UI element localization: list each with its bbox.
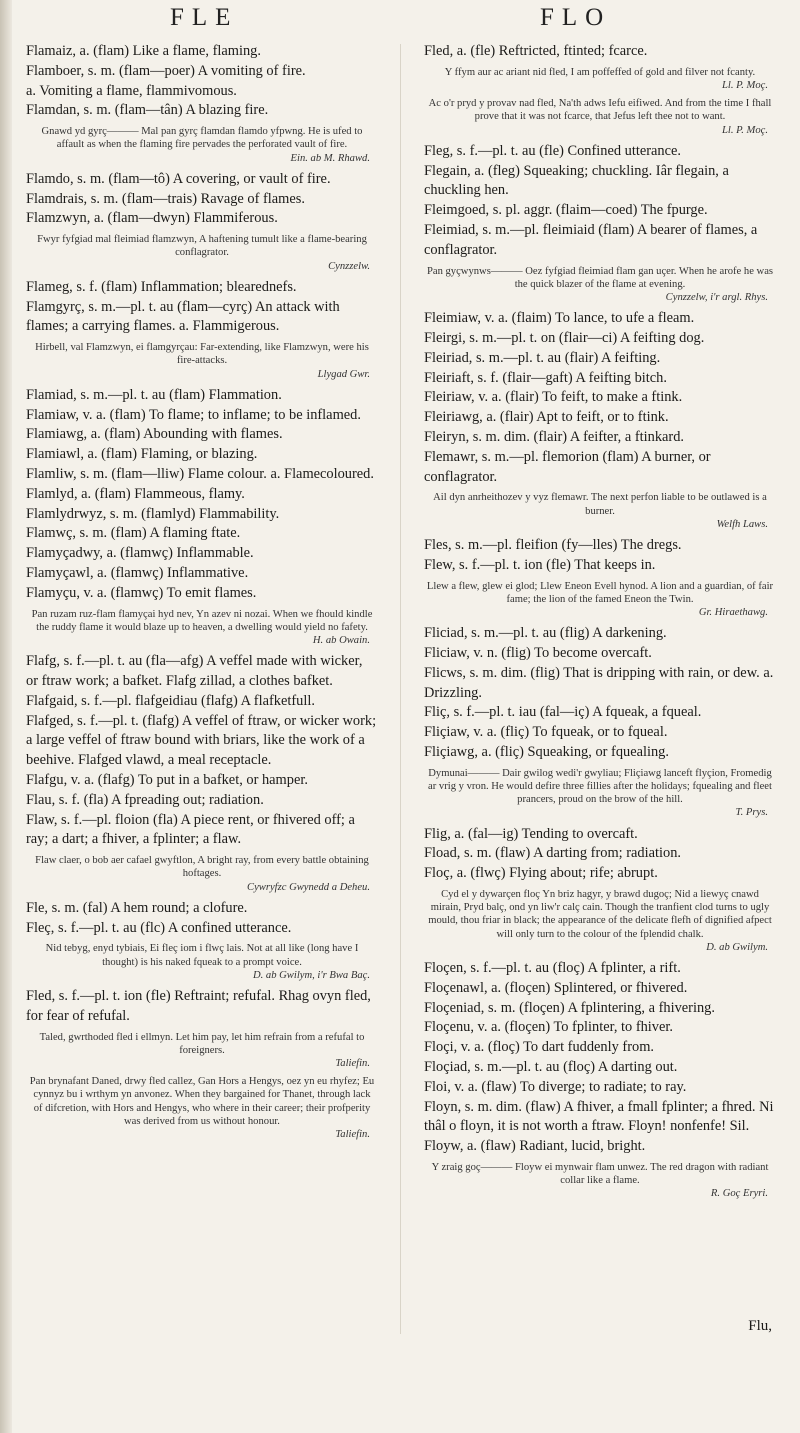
dictionary-entry: Flemawr, s. m.—pl. flemorion (flam) A burner, or conflagrator. bbox=[424, 448, 711, 485]
citation-text: Fwyr fyfgiad mal fleimiad flamzwyn, A haftening tumult like a flame-bearing conflagrator. bbox=[37, 234, 367, 259]
right-column bbox=[424, 42, 776, 1206]
dictionary-entry: Flaw, s. f.—pl. floion (fla) A piece rent, or fhivered off; a ray; a dart; a fhiver, a fplinter; a flaw. bbox=[26, 811, 355, 848]
dictionary-entry: Flamiawg, a. (flam) Abounding with flames. bbox=[26, 426, 283, 443]
dictionary-entry: Flamdan, s. m. (flam—tân) A blazing fire. bbox=[26, 102, 269, 119]
dictionary-entry: Fled, s. f.—pl. t. ion (fle) Reftraint; refufal. Rhag ovyn fled, for fear of refufal. bbox=[26, 987, 371, 1024]
citation-text: Ail dyn anrheithozev y vyz flemawr. The next perfon liable to be outlawed is a burner. bbox=[433, 492, 767, 517]
dictionary-entry: Fleiriawg, a. (flair) Apt to feift, or to ftink. bbox=[424, 409, 669, 426]
running-head-right: FLO bbox=[540, 4, 612, 31]
citation-block bbox=[426, 491, 774, 531]
dictionary-entry: Fliçiawg, a. (fliç) Squeaking, or fquealing. bbox=[424, 743, 669, 760]
dictionary-entry: Floçeniad, s. m. (floçen) A fplintering, a fhivering. bbox=[424, 999, 715, 1016]
citation-source: D. ab Gwilym. bbox=[706, 941, 768, 953]
dictionary-entry: Fload, s. m. (flaw) A darting from; radiation. bbox=[424, 845, 681, 862]
citation-block bbox=[426, 580, 774, 620]
dictionary-entry: Flegain, a. (fleg) Squeaking; chuckling. Iâr flegain, a chuckling hen. bbox=[424, 162, 729, 199]
dictionary-entry: Floi, v. a. (flaw) To diverge; to radiate; to ray. bbox=[424, 1078, 687, 1095]
citation-source: H. ab Owain. bbox=[312, 634, 370, 646]
citation-source: Ein. ab M. Rhawd. bbox=[290, 152, 370, 164]
citation-block bbox=[426, 265, 774, 305]
dictionary-entry: Fled, a. (fle) Reftricted, ftinted; fcarce. bbox=[424, 43, 648, 59]
citation-text: Flaw claer, o bob aer cafael gwyftlon, A bright ray, from every battle obtaining hoftages. bbox=[35, 855, 369, 880]
dictionary-entry: Fleg, s. f.—pl. t. au (fle) Confined utterance. bbox=[424, 142, 681, 159]
citation-source: Cynzzelw. bbox=[328, 260, 370, 272]
dictionary-entry: Fliciaw, v. n. (flig) To become overcaft. bbox=[424, 644, 652, 661]
left-column bbox=[26, 42, 378, 1146]
citation-source: Ll. P. Moç. bbox=[721, 124, 768, 136]
dictionary-entry: Floç, a. (flwç) Flying about; rife; abrupt. bbox=[424, 865, 658, 882]
dictionary-entry: Fleirgi, s. m.—pl. t. on (flair—ci) A feifting dog. bbox=[424, 330, 705, 346]
citation-text: Gnawd yd gyrç——— Mal pan gyrç flamdan flamdo yfpwng. He is ufed to affault as when the flaming fire pervades the perforated vault of fire. bbox=[41, 126, 363, 151]
citation-text: Taled, gwrthoded fled i ellmyn. Let him pay, let him refrain from a refufal to foreigners. bbox=[39, 1031, 365, 1056]
citation-text: Ac o'r pryd y provav nad fled, Na'th adws Iefu eifiwed. And from the time I fhall prove that it was not fcarce, that Jefus left thee not to want. bbox=[428, 98, 772, 123]
citation-source: Ll. P. Moç. bbox=[721, 80, 768, 91]
dictionary-entry: Floçi, v. a. (floç) To dart fuddenly from. bbox=[424, 1039, 654, 1056]
citation-source: Cynzzelw, i'r argl. Rhys. bbox=[665, 292, 768, 303]
citation-text: Pan brynafant Daned, drwy fled callez, Gan Hors a Hengys, oez yn eu rhyfez; Eu cynnyz bu i wrthym yn anvonez. When they bargained for Thanet, through lack of difcretion, with Hors and Hengys, who where in their career; their profperity was derived from us without honour. bbox=[29, 1076, 375, 1127]
page-binding-edge bbox=[0, 0, 12, 1433]
dictionary-entry: Flamgyrç, s. m.—pl. t. au (flam—cyrç) An attack with flames; a carrying flames. a. Flammigerous. bbox=[26, 298, 340, 335]
dictionary-entry: Flicws, s. m. dim. (flig) That is dripping with rain, or dew. a. Drizzling. bbox=[424, 664, 774, 701]
dictionary-entry: Flamiad, s. m.—pl. t. au (flam) Flammation. bbox=[26, 386, 282, 403]
citation-text: Pan ruzam ruz-flam flamyçai hyd nev, Yn azev ni nozai. When we fhould kindle the ruddy flame it would blaze up to heaven, a dwelling would yield no fafety. bbox=[31, 608, 373, 633]
citation-source: Llygad Gwr. bbox=[317, 368, 370, 380]
column-gutter bbox=[400, 44, 401, 1334]
dictionary-entry: Flafgaid, s. f.—pl. flafgeidiau (flafg) A flafketfull. bbox=[26, 692, 315, 709]
citation-block bbox=[426, 767, 774, 820]
dictionary-entry: Flameg, s. f. (flam) Inflammation; blearednefs. bbox=[26, 278, 297, 295]
citation-block bbox=[426, 66, 774, 92]
dictionary-entry: Fleiriad, s. m.—pl. t. au (flair) A feifting. bbox=[424, 349, 661, 366]
dictionary-entry: Fliciad, s. m.—pl. t. au (flig) A darkening. bbox=[424, 625, 667, 642]
citation-source: R. Goç Eryri. bbox=[710, 1188, 768, 1200]
citation-block bbox=[28, 608, 376, 648]
dictionary-entry: Flamwç, s. m. (flam) A flaming ftate. bbox=[26, 525, 241, 542]
dictionary-entry: Floyn, s. m. dim. (flaw) A fhiver, a fmall fplinter; a fhred. Ni thâl o floyn, it is not worth a ftraw. Floyn! nonfenfe! Sil. bbox=[424, 1098, 774, 1135]
citation-block bbox=[28, 942, 376, 982]
dictionary-entry: Fleiryn, s. m. dim. (flair) A feifter, a ftinkard. bbox=[424, 428, 684, 445]
citation-block bbox=[28, 1031, 376, 1071]
citation-text: Llew a flew, glew ei glod; Llew Eneon Evell hynod. A lion and a guardian, of fair fame; the lion of the famed Eneon the Twin. bbox=[426, 580, 774, 605]
dictionary-entry: Flamyçadwy, a. (flamwç) Inflammable. bbox=[26, 545, 254, 562]
dictionary-entry: Flamboer, s. m. (flam—poer) A vomiting of fire. bbox=[26, 62, 306, 79]
dictionary-entry: Fliç, s. f.—pl. t. iau (fal—iç) A fqueak, a fqueal. bbox=[424, 704, 702, 721]
catchword: Flu, bbox=[748, 1318, 772, 1334]
citation-source: Taliefin. bbox=[335, 1057, 370, 1069]
dictionary-entry: Floçenawl, a. (floçen) Splintered, or fhivered. bbox=[424, 979, 688, 996]
dictionary-entry: Flamdo, s. m. (flam—tô) A covering, or vault of fire. bbox=[26, 170, 331, 187]
dictionary-entry: Flamliw, s. m. (flam—lliw) Flame colour. a. Flamecoloured. bbox=[26, 465, 374, 482]
dictionary-entry: a. Vomiting a flame, flammivomous. bbox=[26, 82, 237, 99]
dictionary-entry: Fleç, s. f.—pl. t. au (flc) A confined utterance. bbox=[26, 919, 292, 936]
dictionary-entry: Flig, a. (fal—ig) Tending to overcaft. bbox=[424, 825, 638, 842]
dictionary-entry: Flamyçawl, a. (flamwç) Inflammative. bbox=[26, 564, 249, 581]
citation-block bbox=[28, 125, 376, 165]
dictionary-entry: Flafgu, v. a. (flafg) To put in a bafket, or hamper. bbox=[26, 771, 308, 788]
dictionary-entry: Fleimiaw, v. a. (flaim) To lance, to ufe a fleam. bbox=[424, 310, 695, 327]
citation-block bbox=[426, 1161, 774, 1201]
citation-source: T. Prys. bbox=[735, 807, 768, 819]
citation-text: Y ffym aur ac ariant nid fled, I am poffeffed of gold and filver not fcanty. bbox=[444, 66, 756, 78]
dictionary-entry: Fleiriaft, s. f. (flair—gaft) A feifting bitch. bbox=[424, 369, 667, 386]
running-head-left: FLE bbox=[170, 4, 239, 31]
citation-block bbox=[28, 1075, 376, 1141]
dictionary-entry: Flamaiz, a. (flam) Like a flame, flaming. bbox=[26, 43, 261, 59]
dictionary-entry: Fle, s. m. (fal) A hem round; a clofure. bbox=[26, 899, 248, 916]
citation-text: Dymunai——— Dair gwilog wedi'r gwyliau; Fliçiawg lanceft flyçion, Fromedig ar vrig y vron. He would defire three fillies after the holidays; fquealing and fleet prancers, proud on the brow of the hill. bbox=[428, 767, 772, 806]
dictionary-entry: Flamdrais, s. m. (flam—trais) Ravage of flames. bbox=[26, 190, 305, 207]
citation-text: Nid tebyg, enyd tybiais, Ei fleç iom i flwç lais. Not at all like (long have I thought) is his naked fqueak to a prompt voice. bbox=[45, 943, 359, 968]
dictionary-entry: Flamlydrwyz, s. m. (flamlyd) Flammability. bbox=[26, 505, 280, 522]
citation-block bbox=[426, 888, 774, 954]
citation-text: Y zraig goç——— Floyw ei mynwair flam unwez. The red dragon with radiant collar like a flame. bbox=[431, 1161, 769, 1187]
dictionary-entry: Flamiaw, v. a. (flam) To flame; to inflame; to be inflamed. bbox=[26, 406, 361, 423]
dictionary-entry: Flamzwyn, a. (flam—dwyn) Flammiferous. bbox=[26, 210, 278, 227]
citation-block bbox=[28, 233, 376, 273]
citation-block bbox=[28, 341, 376, 381]
citation-block bbox=[426, 97, 774, 137]
dictionary-entry: Flew, s. f.—pl. t. ion (fle) That keeps in. bbox=[424, 556, 656, 573]
dictionary-entry: Fliçiaw, v. a. (fliç) To fqueak, or to fqueal. bbox=[424, 724, 668, 741]
citation-source: Welfh Laws. bbox=[716, 518, 768, 530]
citation-block bbox=[28, 854, 376, 894]
dictionary-entry: Fleimgoed, s. pl. aggr. (flaim—coed) The fpurge. bbox=[424, 202, 708, 219]
dictionary-entry: Flamiawl, a. (flam) Flaming, or blazing. bbox=[26, 446, 258, 463]
dictionary-entry: Flafged, s. f.—pl. t. (flafg) A veffel of ftraw, or wicker work; a large veffel of ftraw bound with briars, like the work of a beehive. Flafged vlawd, a meal receptacle. bbox=[26, 712, 377, 769]
dictionary-entry: Flafg, s. f.—pl. t. au (fla—afg) A veffel made with wicker, or ftraw work; a bafket. Flafg zillad, a clothes bafket. bbox=[26, 653, 363, 689]
citation-text: Cyd el y dywarçen floç Yn briz hagyr, y brawd dugoç; Nid a liewyç cnawd mirain, Pryd balç, ond yn liw'r calç cain. Though the tranfient clod turns to ugly mould, thou friar in black; the appearance of the delicate flefh of dignified afpect will only turn to the colour of the fplendid chalk. bbox=[428, 888, 772, 940]
dictionary-entry: Floyw, a. (flaw) Radiant, lucid, bright. bbox=[424, 1138, 646, 1155]
citation-source: Cywryfzc Gwynedd a Deheu. bbox=[247, 881, 370, 893]
dictionary-entry: Floçen, s. f.—pl. t. au (floç) A fplinter, a rift. bbox=[424, 959, 681, 976]
dictionary-entry: Flau, s. f. (fla) A fpreading out; radiation. bbox=[26, 791, 264, 808]
citation-text: Hirbell, val Flamzwyn, ei flamgyrçau: Far-extending, like Flamzwyn, were his fire-attacks. bbox=[35, 342, 369, 367]
citation-source: Taliefin. bbox=[335, 1128, 370, 1140]
citation-text: Pan gyçwynws——— Oez fyfgiad fleimiad flam gan uçer. When he arofe he was the quick blazer of the flame at evening. bbox=[426, 265, 774, 290]
citation-source: D. ab Gwilym, i'r Bwa Baç. bbox=[252, 969, 370, 981]
dictionary-entry: Floçiad, s. m.—pl. t. au (floç) A darting out. bbox=[424, 1058, 678, 1075]
citation-source: Gr. Hiraethawg. bbox=[698, 606, 768, 618]
dictionary-entry: Fleimiad, s. m.—pl. fleimiaid (flam) A bearer of flames, a conflagrator. bbox=[424, 222, 758, 258]
dictionary-entry: Floçenu, v. a. (floçen) To fplinter, to fhiver. bbox=[424, 1019, 673, 1036]
dictionary-entry: Fleiriaw, v. a. (flair) To feift, to make a ftink. bbox=[424, 389, 683, 406]
dictionary-entry: Fles, s. m.—pl. fleifion (fy—lles) The dregs. bbox=[424, 536, 682, 553]
dictionary-entry: Flamlyd, a. (flam) Flammeous, flamy. bbox=[26, 485, 245, 502]
dictionary-entry: Flamyçu, v. a. (flamwç) To emit flames. bbox=[26, 584, 257, 601]
